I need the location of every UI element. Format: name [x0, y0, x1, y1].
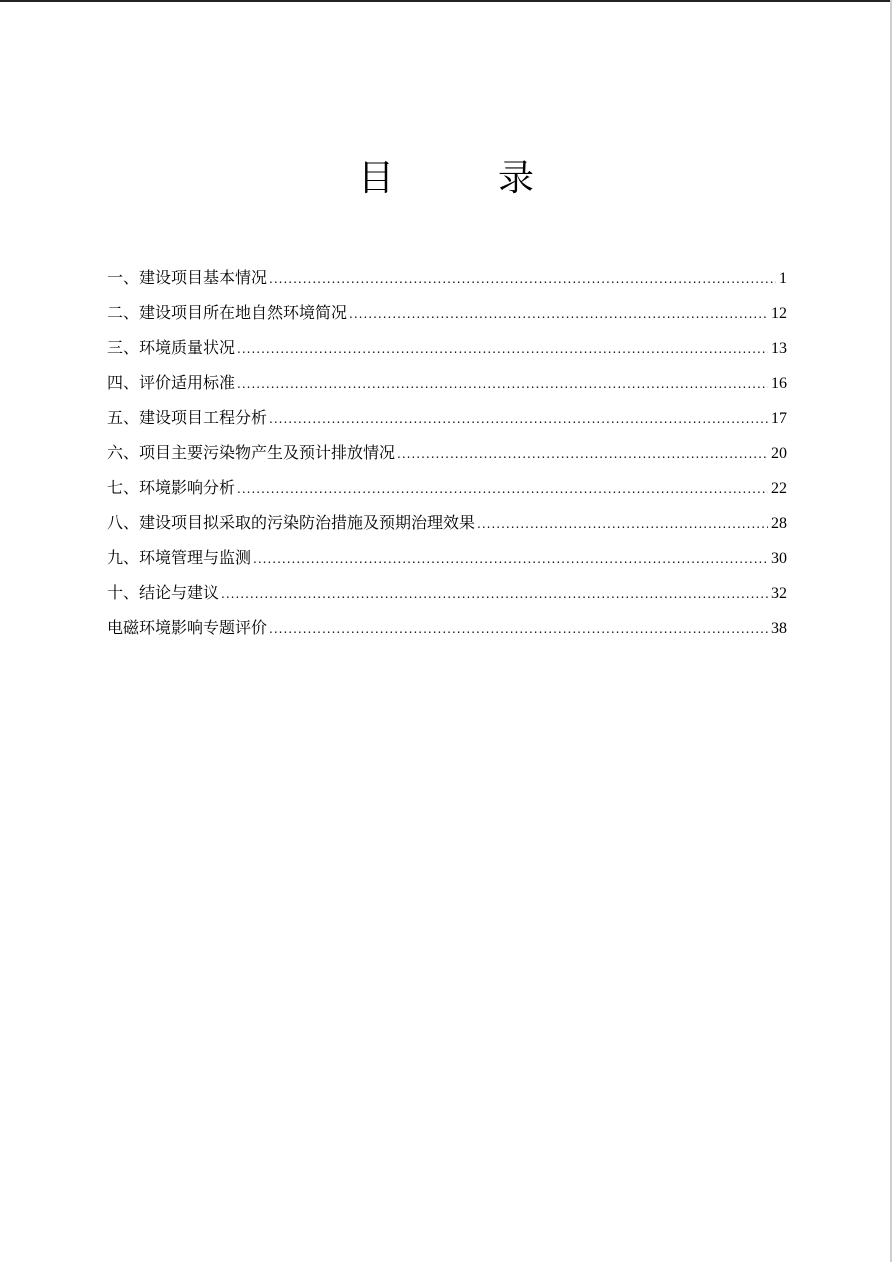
toc-entry[interactable] [107, 369, 787, 404]
top-border-line [0, 0, 892, 2]
toc-entry-page: 1 [779, 270, 787, 287]
toc-entry-page: 32 [771, 585, 787, 602]
toc-entry-label: 一、建设项目基本情况 [107, 268, 268, 287]
toc-entry-page: 12 [771, 305, 787, 322]
table-of-contents [107, 264, 787, 649]
toc-entry-page: 13 [771, 340, 787, 357]
toc-entry-label: 六、项目主要污染物产生及预计排放情况 [107, 443, 396, 462]
toc-entry-label: 八、建设项目拟采取的污染防治措施及预期治理效果 [107, 513, 476, 532]
toc-entry[interactable] [107, 404, 787, 439]
toc-leader-dots [237, 475, 768, 503]
toc-entry[interactable] [107, 334, 787, 369]
toc-leader-dots [237, 335, 768, 363]
toc-leader-dots [397, 440, 768, 468]
toc-entry[interactable] [107, 544, 787, 579]
toc-leader-dots [253, 545, 768, 573]
toc-entry[interactable] [107, 474, 787, 509]
toc-entry-page: 30 [771, 550, 787, 567]
toc-leader-dots [221, 580, 768, 608]
toc-entry-page: 17 [771, 410, 787, 427]
toc-entry[interactable] [107, 264, 787, 299]
toc-entry-label: 二、建设项目所在地自然环境简况 [107, 303, 348, 322]
toc-entry-label: 五、建设项目工程分析 [107, 408, 268, 427]
toc-title: 目 录 [357, 158, 568, 199]
toc-entry-label: 三、环境质量状况 [107, 338, 236, 357]
toc-leader-dots [477, 510, 768, 538]
toc-entry[interactable] [107, 439, 787, 474]
toc-entry-page: 16 [771, 375, 787, 392]
toc-leader-dots [349, 300, 768, 328]
toc-entry-page: 22 [771, 480, 787, 497]
toc-entry-label: 七、环境影响分析 [107, 478, 236, 497]
toc-leader-dots [269, 405, 768, 433]
toc-entry-page: 20 [771, 445, 787, 462]
toc-entry-label: 电磁环境影响专题评价 [107, 618, 268, 637]
toc-entry-page: 38 [771, 620, 787, 637]
toc-entry[interactable] [107, 614, 787, 649]
toc-leader-dots [269, 615, 768, 643]
toc-entry-label: 九、环境管理与监测 [107, 548, 252, 567]
toc-entry-label: 四、评价适用标准 [107, 373, 236, 392]
toc-entry-page: 28 [771, 515, 787, 532]
toc-entry[interactable] [107, 299, 787, 334]
toc-entry[interactable] [107, 579, 787, 614]
toc-leader-dots [237, 370, 768, 398]
toc-entry[interactable] [107, 509, 787, 544]
toc-entry-label: 十、结论与建议 [107, 583, 220, 602]
toc-leader-dots [269, 265, 776, 293]
